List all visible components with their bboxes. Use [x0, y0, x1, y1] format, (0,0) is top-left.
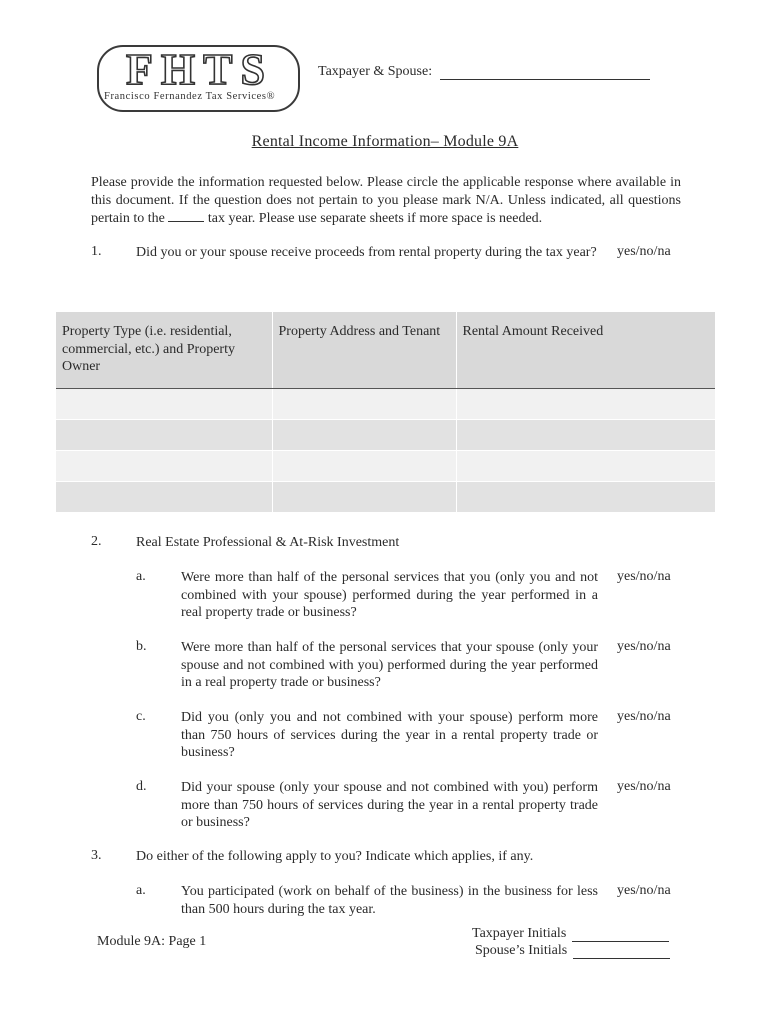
taxpayer-initials-label: Taxpayer Initials	[472, 926, 567, 941]
taxpayer-spouse-line[interactable]	[440, 65, 650, 80]
q2b-answer[interactable]: yes/no/na	[617, 639, 671, 654]
spouse-initials-label: Spouse’s Initials	[475, 943, 568, 958]
header-property-type: Property Type (i.e. residential, commercial, etc.) and Property Owner	[56, 312, 272, 389]
q2c-text: Did you (only you and not combined with your spouse) perform more than 750 hours of services during the year in a rental property trade or business?	[181, 710, 598, 760]
q3-number: 3.	[91, 848, 102, 863]
table-row	[56, 420, 715, 451]
q1-answer[interactable]: yes/no/na	[617, 244, 671, 259]
table-cell[interactable]	[56, 420, 272, 451]
table-header-row	[56, 312, 715, 389]
table-cell[interactable]	[272, 482, 456, 513]
logo-subtitle: Francisco Fernandez Tax Services®	[104, 91, 276, 102]
q2-number: 2.	[91, 534, 102, 549]
table-cell[interactable]	[456, 482, 715, 513]
q3a-letter: a.	[136, 883, 146, 898]
q2c-letter: c.	[136, 709, 146, 724]
page-number: Module 9A: Page 1	[97, 934, 207, 949]
table-cell[interactable]	[56, 389, 272, 420]
table-cell[interactable]	[272, 389, 456, 420]
q3-text: Do either of the following apply to you? Indicate which applies, if any.	[136, 849, 534, 864]
table-row	[56, 389, 715, 420]
taxpayer-initials-field	[472, 926, 669, 942]
table-row	[56, 482, 715, 513]
q2a-letter: a.	[136, 569, 146, 584]
header-rental-amount: Rental Amount Received	[456, 312, 715, 389]
table-cell[interactable]	[272, 420, 456, 451]
q2d-text: Did your spouse (only your spouse and not combined with you) perform more than 750 hours of services during the year in a rental property trade or business?	[181, 780, 598, 830]
spouse-initials-field	[475, 943, 670, 959]
q2a-answer[interactable]: yes/no/na	[617, 569, 671, 584]
taxpayer-spouse-field	[318, 64, 650, 80]
taxpayer-initials-line[interactable]	[572, 927, 669, 942]
table-cell[interactable]	[272, 451, 456, 482]
taxpayer-spouse-label: Taxpayer & Spouse:	[318, 64, 433, 79]
q2d-letter: d.	[136, 779, 147, 794]
intro-paragraph	[91, 174, 681, 228]
q1-text: Did you or your spouse receive proceeds from rental property during the tax year?	[136, 245, 597, 260]
table-cell[interactable]	[456, 420, 715, 451]
spouse-initials-line[interactable]	[573, 944, 670, 959]
logo-letters: FHTS	[126, 45, 273, 94]
intro-text-1: Please provide the information requested below. Please circle the applicable response where available in this document. If the question does not pertain to you please mark N/A. Unless indicated, all questions pertain to the	[91, 175, 681, 226]
table-row	[56, 451, 715, 482]
table-cell[interactable]	[456, 389, 715, 420]
q2b-letter: b.	[136, 639, 147, 654]
table-cell[interactable]	[456, 451, 715, 482]
table-cell[interactable]	[56, 451, 272, 482]
header-property-address: Property Address and Tenant	[272, 312, 456, 389]
q2b-text: Were more than half of the personal services that your spouse (only your spouse and not combined with you) performed during the year performed in a real property trade or business?	[181, 640, 598, 690]
q2-text: Real Estate Professional & At-Risk Investment	[136, 535, 400, 550]
intro-text-2: tax year. Please use separate sheets if more space is needed.	[207, 211, 543, 226]
q3a-answer[interactable]: yes/no/na	[617, 883, 671, 898]
q2c-answer[interactable]: yes/no/na	[617, 709, 671, 724]
rental-property-table	[56, 312, 715, 515]
page-title: Rental Income Information– Module 9A	[251, 133, 519, 150]
q2a-text: Were more than half of the personal services that you (only you and not combined with your spouse) performed during the year performed in a real property trade or business?	[181, 570, 598, 620]
q2d-answer[interactable]: yes/no/na	[617, 779, 671, 794]
q1-number: 1.	[91, 244, 102, 259]
tax-year-blank[interactable]	[168, 209, 204, 222]
q3a-text: You participated (work on behalf of the business) in the business for less than 500 hours during the tax year.	[181, 884, 598, 917]
table-cell[interactable]	[56, 482, 272, 513]
